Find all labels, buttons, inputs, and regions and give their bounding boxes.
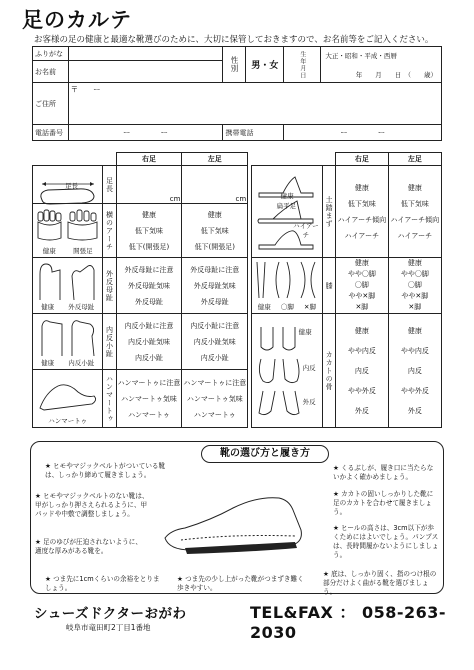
option-caution[interactable]: 外反母趾に注意 — [190, 265, 240, 274]
arch-side-caption-mid: 扁平足 — [276, 201, 297, 210]
right-foot-header-2: 右足 — [336, 153, 389, 166]
shop-tel-fax: TEL&FAX ： 058-263-2030 — [250, 603, 447, 642]
option-varus[interactable]: 内反 — [407, 366, 422, 375]
left-length-unit: cm — [235, 195, 247, 203]
option-tendency[interactable]: 内反小趾気味 — [127, 337, 170, 346]
option-slight-varus[interactable]: やや内反 — [400, 346, 429, 355]
left-arch-side-options[interactable] — [388, 166, 441, 258]
option-hallux-valgus[interactable]: 外反母趾 — [200, 297, 229, 306]
left-hammer-options[interactable] — [182, 370, 248, 428]
gender-options[interactable]: 男・女 — [246, 47, 284, 83]
option-caution[interactable]: 外反母趾に注意 — [124, 265, 174, 274]
option-healthy[interactable]: 健康 — [407, 326, 422, 335]
option-varus[interactable]: 内反 — [354, 366, 369, 375]
option-caution[interactable]: 内反小趾に注意 — [190, 321, 240, 330]
option-o-leg[interactable]: 〇脚 — [354, 281, 369, 289]
mobile-field[interactable] — [284, 125, 442, 141]
arch-side-caption-top: 健康 — [280, 191, 294, 200]
option-high-arch-tendency[interactable]: ハイアーチ傾向 — [337, 215, 387, 224]
varus-caption-varus: 内反小趾 — [68, 359, 95, 367]
option-slight-x-leg[interactable]: やや✕脚 — [401, 292, 429, 300]
option-tendency[interactable]: 外反母趾気味 — [193, 281, 236, 290]
option-slight-varus[interactable]: やや内反 — [347, 346, 376, 355]
option-tendency[interactable]: ハンマートゥ気味 — [121, 394, 177, 403]
postal-mark: 〒 ー — [70, 85, 101, 94]
varus-little-label: 内反小趾 — [103, 314, 116, 370]
arch-side-label: 土踏まず — [323, 166, 336, 258]
option-x-leg[interactable]: ✕脚 — [408, 303, 422, 311]
shop-name: シューズドクターおがわ — [34, 606, 187, 622]
option-varus-little-toe[interactable]: 内反小趾 — [200, 353, 229, 362]
option-slight-valgus[interactable]: やや外反 — [400, 386, 429, 395]
right-hallux-options[interactable] — [116, 258, 182, 314]
shoe-guide-title: 靴の選び方と履き方 — [201, 445, 329, 463]
shoe-guide-panel — [30, 441, 444, 594]
option-x-leg[interactable]: ✕脚 — [355, 303, 369, 311]
right-arch-options[interactable] — [116, 204, 182, 258]
option-slight-o-leg[interactable]: やや〇脚 — [347, 270, 376, 278]
option-healthy[interactable]: 健康 — [407, 183, 422, 192]
option-healthy[interactable]: 健康 — [407, 259, 422, 267]
knee-caption-o-leg: 〇脚 — [280, 303, 294, 311]
knee-label: 膝 — [323, 258, 336, 314]
option-valgus[interactable]: 外反 — [407, 406, 422, 415]
foot-length-illustration — [33, 166, 103, 204]
furigana-field[interactable] — [68, 47, 223, 61]
tip-laces: ★ ヒモやマジックベルトがついている靴は、しっかり締めて履きましょう。 — [45, 462, 166, 479]
hallux-valgus-illustration — [33, 258, 103, 314]
knee-caption-x-leg: ✕脚 — [304, 303, 316, 311]
option-hallux-valgus[interactable]: 外反母趾 — [134, 297, 163, 306]
left-arch-options[interactable] — [182, 204, 248, 258]
option-caution[interactable]: ハンマートゥに注意 — [117, 378, 181, 387]
arch-side-caption-bottom: ハイアーチ — [293, 221, 319, 239]
phone-label: 電話番号 — [33, 125, 69, 141]
option-o-leg[interactable]: 〇脚 — [407, 281, 422, 289]
knee-caption-healthy: 健康 — [257, 303, 271, 311]
option-high-arch-tendency[interactable]: ハイアーチ傾向 — [390, 215, 440, 224]
hammer-toe-label: ハンマートゥ — [103, 370, 116, 428]
option-tendency[interactable]: ハンマートゥ気味 — [186, 394, 243, 403]
arch-side-illustration — [251, 166, 322, 258]
option-caution[interactable]: 内反小趾に注意 — [124, 321, 174, 330]
hallux-caption-healthy: 健康 — [41, 303, 55, 311]
furigana-label: ふりがな — [33, 47, 69, 61]
hallux-caption-valgus: 外反母趾 — [68, 303, 95, 311]
hammer-toe-caption: ハンマートゥ — [48, 417, 88, 425]
tip-sole: ★ 底は、しっかり固く、指のつけ根の部分だけよく曲がる靴を選びましょう。 — [323, 570, 437, 596]
mobile-dashes: ー ー — [340, 128, 386, 137]
arch-label: 横のアーチ — [103, 204, 116, 258]
option-slightly-low[interactable]: 低下気味 — [347, 199, 376, 208]
heel-caption-valgus: 外反 — [302, 397, 316, 406]
mobile-label: 携帯電話 — [223, 125, 284, 141]
option-high-arch[interactable]: ハイアーチ — [344, 231, 380, 240]
address-label: ご住所 — [33, 83, 69, 125]
option-splay-foot[interactable]: 低下(開張足) — [128, 242, 170, 251]
left-heel-options[interactable] — [388, 314, 441, 428]
right-heel-options[interactable] — [336, 314, 389, 428]
option-slightly-low[interactable]: 低下気味 — [200, 226, 229, 235]
option-slight-o-leg[interactable]: やや〇脚 — [400, 270, 429, 278]
varus-little-illustration — [33, 314, 103, 370]
option-slight-valgus[interactable]: やや外反 — [347, 386, 376, 395]
varus-caption-healthy: 健康 — [41, 359, 55, 367]
tip-no-laces: ★ ヒモやマジックベルトのない靴は、甲がしっかり押さえられるように、甲パッドや中敷で調整しましょう。 — [35, 492, 149, 518]
era-options[interactable]: 大正・昭和・平成・西暦 — [325, 51, 397, 60]
right-length-field[interactable] — [116, 166, 182, 204]
customer-info-table — [32, 46, 442, 141]
intro-text: お客様の足の健康と最適な靴選びのために、大切に保管しておきますので、お名前等をご記入ください。 — [34, 35, 434, 45]
hammer-toe-illustration — [33, 370, 103, 428]
tip-toe-margin: ★ つま先に1cmくらいの余裕をとりましょう。 — [45, 575, 160, 592]
heel-label: カカトの骨 — [323, 314, 336, 428]
address-field[interactable] — [68, 83, 441, 125]
phone-dashes: ー ー — [123, 128, 169, 137]
tip-toe-room: ★ 足のゆびが圧迫されないように、適度な厚みがある靴を。 — [35, 538, 142, 555]
birthday-label: 生年月日 — [284, 47, 321, 83]
option-tendency[interactable]: 外反母趾気味 — [127, 281, 170, 290]
left-foot-header-2: 左足 — [388, 153, 441, 166]
right-hammer-options[interactable] — [116, 370, 182, 428]
option-splay-foot[interactable]: 低下(開張足) — [194, 242, 236, 251]
shoe-illustration — [161, 490, 311, 560]
tip-toe-spring: ★ つま先の少し上がった靴がつまずき難く歩きやすい。 — [177, 575, 304, 592]
page-title: 足のカルテ — [22, 8, 132, 32]
hallux-valgus-label: 外反母趾 — [103, 258, 116, 314]
option-healthy[interactable]: 健康 — [207, 210, 222, 219]
tip-ankle: ★ くるぶしが、履き口に当たらないかよく確かめましょう。 — [333, 464, 434, 481]
option-varus-little-toe[interactable]: 内反小趾 — [134, 353, 163, 362]
left-length-field[interactable] — [182, 166, 248, 204]
heel-caption-varus: 内反 — [302, 363, 316, 372]
tip-heel-counter: ★ カカトの固いしっかりした靴に足のカカトを合わせて履きましょう。 — [333, 490, 434, 516]
name-label: お名前 — [33, 61, 69, 83]
option-healthy[interactable]: 健康 — [354, 183, 369, 192]
left-hallux-options[interactable] — [182, 258, 248, 314]
birthday-units: 年 月 日 （ 歳） — [355, 70, 437, 79]
right-knee-options[interactable] — [336, 258, 389, 314]
heel-illustration — [251, 314, 322, 428]
gender-label: 性別 — [223, 47, 246, 83]
foot-length-caption: 足長 — [65, 181, 79, 190]
heel-caption-healthy: 健康 — [298, 327, 312, 336]
tip-heel-height: ★ ヒールの高さは、3cm以下が歩くためにはよいでしょう。パンプスは、長時間履かないようにしましょう。 — [333, 524, 439, 559]
option-valgus[interactable]: 外反 — [354, 406, 369, 415]
arch-illustration — [33, 204, 103, 258]
option-slight-x-leg[interactable]: やや✕脚 — [348, 292, 376, 300]
right-arch-side-options[interactable] — [336, 166, 389, 258]
shop-address: 岐阜市竜田町2丁目1番地 — [66, 623, 151, 632]
option-high-arch[interactable]: ハイアーチ — [397, 231, 433, 240]
right-length-unit: cm — [169, 195, 181, 203]
knee-illustration — [251, 258, 322, 314]
right-varus-options[interactable] — [116, 314, 182, 370]
option-healthy[interactable]: 健康 — [141, 210, 156, 219]
arch-caption-healthy: 健康 — [42, 247, 56, 255]
option-hammer-toe[interactable]: ハンマートゥ — [128, 410, 170, 419]
phone-field[interactable] — [68, 125, 223, 141]
option-slightly-low[interactable]: 低下気味 — [400, 199, 429, 208]
foot-length-label: 足長 — [103, 166, 116, 204]
option-caution[interactable]: ハンマートゥに注意 — [183, 378, 247, 387]
right-foot-header: 右足 — [116, 153, 182, 166]
option-slightly-low[interactable]: 低下気味 — [134, 226, 163, 235]
left-varus-options[interactable] — [182, 314, 248, 370]
name-field[interactable] — [68, 61, 223, 83]
option-healthy[interactable]: 健康 — [354, 326, 369, 335]
left-knee-options[interactable] — [388, 258, 441, 314]
arch-caption-splay: 開張足 — [73, 247, 93, 255]
left-foot-header: 左足 — [182, 153, 248, 166]
option-tendency[interactable]: 内反小趾気味 — [193, 337, 236, 346]
option-healthy[interactable]: 健康 — [354, 259, 369, 267]
option-hammer-toe[interactable]: ハンマートゥ — [193, 410, 236, 419]
foot-check-table — [32, 152, 442, 428]
